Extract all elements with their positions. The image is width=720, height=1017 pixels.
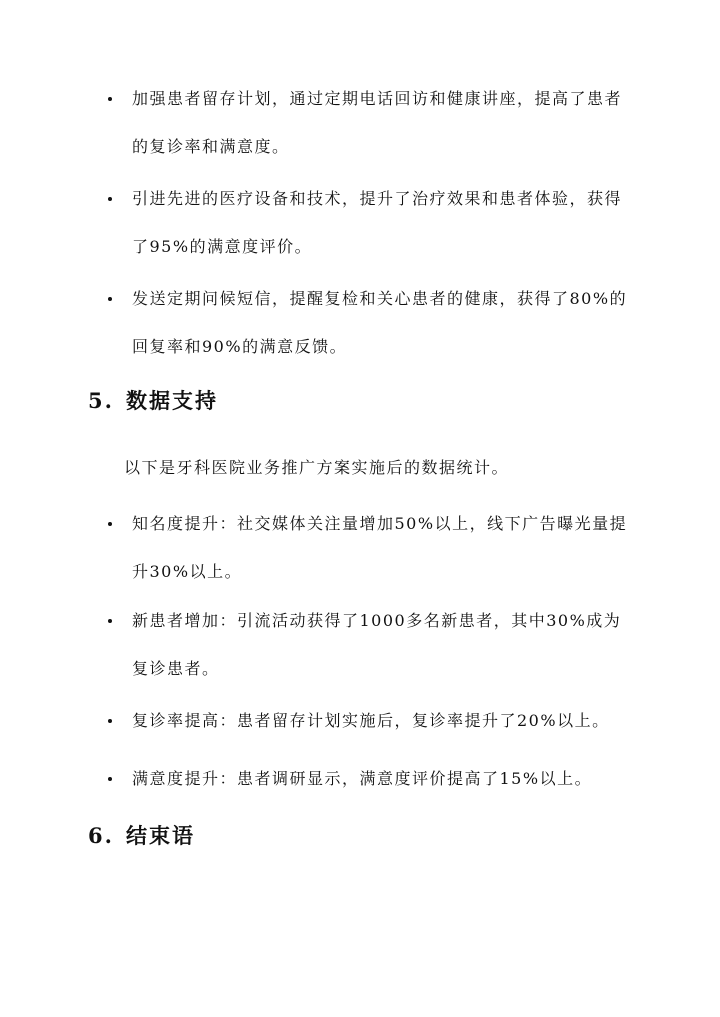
list-item <box>108 697 638 745</box>
section-number: 6. <box>88 823 114 848</box>
section-title: 数据支持 <box>126 388 218 413</box>
bullet-icon <box>108 719 112 723</box>
section-intro: 以下是牙科医院业务推广方案实施后的数据统计。 <box>124 458 510 477</box>
bullet-icon <box>108 619 112 623</box>
bullet-icon <box>108 197 112 201</box>
bullet-icon <box>108 297 112 301</box>
list-item-text: 加强患者留存计划，通过定期电话回访和健康讲座，提高了患者的复诊率和满意度。 <box>132 89 623 156</box>
list-item <box>108 597 638 693</box>
bullet-icon <box>108 777 112 781</box>
list-item <box>108 75 638 171</box>
list-item-text: 满意度提升：患者调研显示，满意度评价提高了15%以上。 <box>132 769 593 788</box>
section-heading <box>88 386 218 416</box>
list-item <box>108 275 638 371</box>
section-title: 结束语 <box>126 823 195 848</box>
bullet-icon <box>108 522 112 526</box>
list-item-text: 复诊率提高：患者留存计划实施后，复诊率提升了20%以上。 <box>132 711 610 730</box>
list-item-text: 发送定期问候短信，提醒复检和关心患者的健康，获得了80%的回复率和90%的满意反馈。 <box>132 289 628 356</box>
list-item <box>108 175 638 271</box>
list-item-text: 引进先进的医疗设备和技术，提升了治疗效果和患者体验，获得了95%的满意度评价。 <box>132 189 623 256</box>
list-item <box>108 500 638 596</box>
list-item-text: 知名度提升：社交媒体关注量增加50%以上，线下广告曝光量提升30%以上。 <box>132 514 628 581</box>
bullet-icon <box>108 97 112 101</box>
section-number: 5. <box>88 388 114 413</box>
list-item-text: 新患者增加：引流活动获得了1000多名新患者，其中30%成为复诊患者。 <box>132 611 622 678</box>
list-item <box>108 755 638 803</box>
section-heading <box>88 821 195 851</box>
